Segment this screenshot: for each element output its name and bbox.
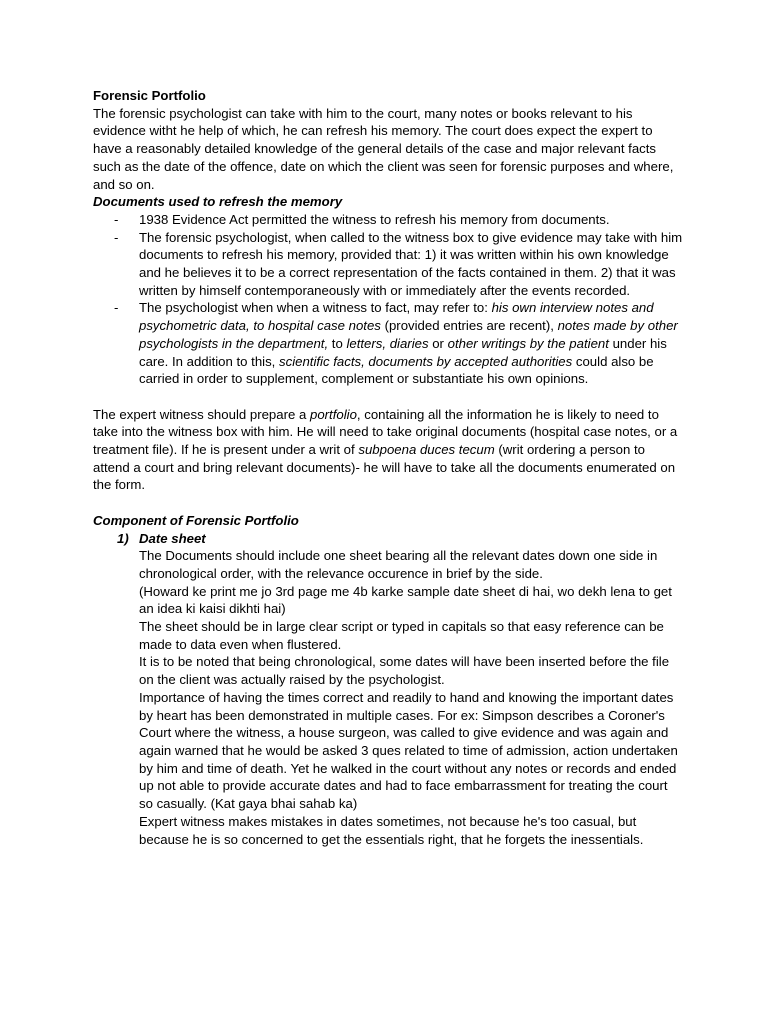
list-item-text: 1938 Evidence Act permitted the witness to refresh his memory from documents. [139, 211, 610, 227]
list-item [93, 211, 683, 229]
text-run: (provided entries are recent), [380, 318, 558, 334]
bullet-mark: - [114, 229, 119, 245]
italic-run: other writings by the patient [447, 335, 609, 351]
text-run: The expert witness should prepare a [93, 406, 310, 422]
list-item-text [139, 300, 678, 386]
italic-run: letters, diaries [346, 335, 429, 351]
item-number: 1) [117, 530, 129, 546]
body-paragraph: The sheet should be in large clear script or typed in capitals so that easy reference can be made to data even when flustered. [139, 619, 664, 652]
body-paragraph: It is to be noted that being chronological, some dates will have been inserted before the file on the client was actually raised by the psychologist. [139, 654, 670, 688]
item-title: Date sheet [139, 530, 206, 546]
body-paragraph: Importance of having the times correct and readily to hand and knowing the important dates by heart has been demonstrated in multiple cases. For ex: Simpson describes a Coroner's Court where the witness, a house surgeon, was called to give evidence and was again and again warned that he would be asked 3 ques related to time of admission, action undertaken by him and time of death. Yet he walked in the court without any notes or records and ended up not able to provide accurate dates and had to face embarrassment for treating the court so casually. (Kat gaya bhai sahab ka) [139, 689, 678, 812]
italic-run: scientific facts, documents by accepted authorities [279, 353, 573, 369]
section-heading-components: Component of Forensic Portfolio [93, 512, 299, 528]
section-heading-documents: Documents used to refresh the memory [93, 194, 343, 210]
bullet-mark: - [114, 211, 119, 227]
document-title: Forensic Portfolio [93, 88, 206, 103]
list-item-text: The forensic psychologist, when called to the witness box to give evidence may take with him documents to refresh his memory, provided that: 1) it was written within his own knowledge and he believes it to be a correct representation of the facts contained in them. 2) that it was written by himself contemporaneously with or immediately after the events recorded. [139, 229, 683, 298]
italic-run: subpoena duces tecum [358, 442, 495, 458]
body-paragraph: The Documents should include one sheet bearing all the relevant dates down one side in chronological order, with the relevance occurence in brief by the side. [139, 548, 658, 581]
italic-run: portfolio [309, 406, 357, 422]
date-sheet-body [93, 547, 683, 848]
numbered-item-date-sheet [93, 530, 683, 548]
italic-run: his own interview notes and psychometric data, to hospital case notes [139, 300, 654, 334]
text-run: The psychologist when when a witness to fact, may refer to: [139, 300, 492, 316]
text-run: under his care. In addition to this, [139, 335, 667, 369]
bullet-mark: - [114, 300, 119, 316]
document-page [93, 87, 683, 848]
text-run: could also be carried in order to supplement, complement or substantiate his own opinions. [139, 353, 654, 387]
portfolio-paragraph [93, 406, 683, 495]
spacer [93, 494, 683, 512]
italic-run: notes made by other psychologists in the department, [139, 318, 678, 351]
intro-paragraph: The forensic psychologist can take with him to the court, many notes or books relevant to his evidence witht he help of which, he can refresh his memory. The court does expect the expert to have a reasonably detailed knowledge of the general details of the case and major relevant facts such as the date of the offence, date on which the client was seen for forensic purposes and where, and so on. [93, 105, 674, 192]
text-run: or [428, 335, 448, 351]
text-run: to [328, 335, 347, 351]
spacer [93, 388, 683, 406]
list-item [93, 229, 683, 300]
text-run: , containing all the information he is likely to need to take into the witness box with him. He will need to take original documents (hospital case notes, or a treatment file). If he is present under a writ of [93, 406, 678, 458]
text-run: (writ ordering a person to attend a court and bring relevant documents)- he will have to take all the documents enumerated on the form. [93, 442, 676, 493]
documents-list [93, 211, 683, 388]
list-item [93, 299, 683, 388]
body-paragraph: (Howard ke print me jo 3rd page me 4b karke sample date sheet di hai, wo dekh lena to get an idea ki kaisi dikhti hai) [139, 583, 672, 617]
body-paragraph: Expert witness makes mistakes in dates sometimes, not because he's too casual, but because he is so concerned to get the essentials right, that he forgets the inessentials. [139, 813, 644, 847]
